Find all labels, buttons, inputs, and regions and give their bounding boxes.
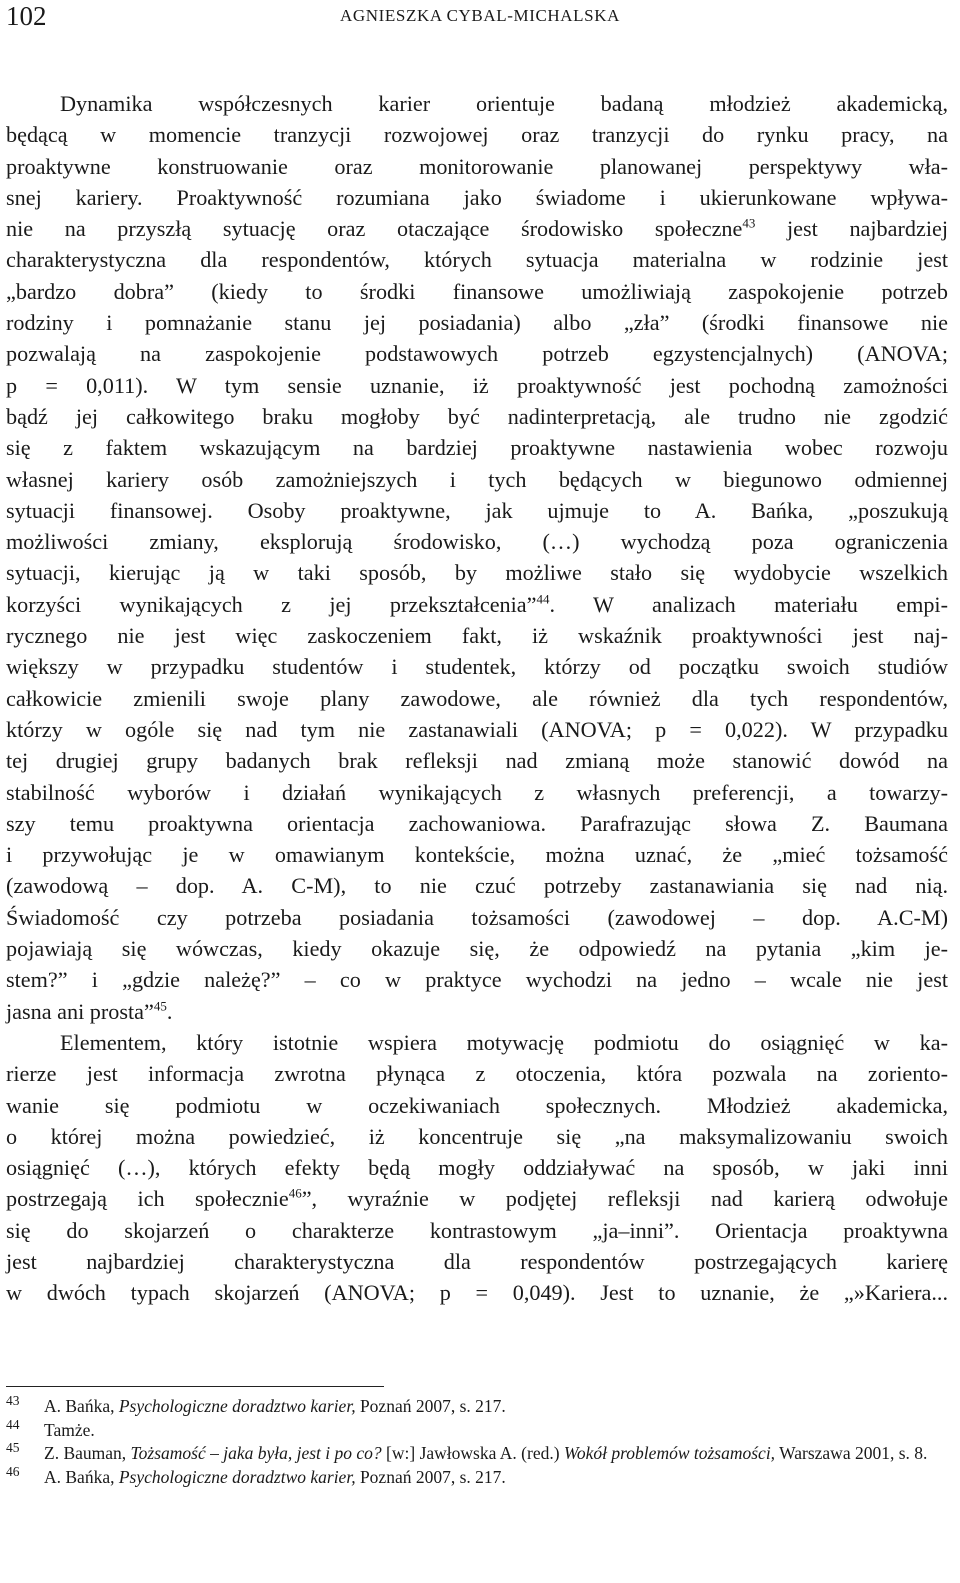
text-line	[6, 213, 948, 244]
footnote-text: Tamże.	[44, 1419, 95, 1440]
text-line: proaktywne konstruowanie oraz monitorowanie planowanej perspektywy wła-	[6, 153, 948, 179]
text-line: stabilność wyborów i działań wynikających z własnych preferencji, a towarzy-	[6, 779, 948, 805]
footnote-text: Poznań 2007, s. 217.	[355, 1396, 506, 1416]
footnote-45	[6, 1442, 948, 1466]
footnote-ref-45[interactable]: 45	[153, 998, 167, 1014]
page-header	[6, 0, 954, 34]
text-line	[6, 996, 948, 1027]
paragraph-1	[6, 88, 948, 1027]
text-line: stem?” i „gdzie należę?” – co w praktyce wychodzi na jedno – wcale nie jest	[6, 967, 948, 993]
text-line	[6, 1183, 948, 1214]
text-line: całkowicie zmienili swoje plany zawodowe, ale również dla tych respondentów,	[6, 685, 948, 711]
text-line: sytuacji, kierując ją w taki sposób, by możliwe stało się wydobycie wszelkich	[6, 560, 948, 586]
text-line: pojawiają się wówczas, kiedy okazuje się, że odpowiedź na pytania „kim je-	[6, 936, 948, 962]
footnote-ref-43[interactable]: 43	[742, 215, 756, 231]
text-line: i przywołując je w omawianym kontekście, można uznać, że „mieć tożsamość	[6, 842, 948, 868]
footnotes	[6, 1395, 948, 1489]
footnote-number: 44	[6, 1416, 20, 1432]
text-fragment: .	[166, 998, 173, 1024]
body-text	[6, 88, 948, 1309]
footnote-text: [w:] Jawłowska A. (red.)	[381, 1443, 564, 1464]
footnote-text: Poznań 2007, s. 217.	[355, 1466, 506, 1487]
text-line: (zawodową – dop. A. C-M), to nie czuć potrzeby zastanawiania się nad nią.	[6, 873, 948, 899]
footnote-text: A. Bańka,	[44, 1466, 119, 1487]
footnote-ref-46[interactable]: 46	[288, 1186, 302, 1201]
text-line: jest najbardziej charakterystyczna dla respondentów postrzegających karierę	[6, 1248, 948, 1274]
text-fragment: ”, wyraźnie w podjętej refleksji nad karierą odwołuje	[301, 1186, 948, 1212]
text-line: Dynamika współczesnych karier orientuje badaną młodzież akademicką,	[60, 91, 948, 116]
text-line: p = 0,011). W tym sensie uznanie, iż proaktywność jest pochodną zamożności	[6, 372, 948, 398]
footnote-separator	[6, 1386, 384, 1387]
text-line: „bardzo dobra” (kiedy to środki finansowe umożliwiają zaspokojenie potrzeb	[6, 278, 948, 304]
footnote-title: Psychologiczne doradztwo karier,	[118, 1396, 356, 1416]
text-line: własnej kariery osób zamożniejszych i tych będących w biegunowo odmiennej	[6, 466, 948, 492]
footnote-text: A. Bańka,	[44, 1396, 119, 1416]
footnote-44	[6, 1416, 948, 1443]
text-line: będącą w momencie tranzycji rozwojowej oraz tranzycji do rynku pracy, na	[6, 122, 948, 148]
paragraph-2	[6, 1027, 948, 1309]
text-line	[6, 589, 948, 620]
text-line: szy temu proaktywna orientacja zachowaniowa. Parafrazując słowa Z. Baumana	[6, 810, 948, 836]
footnote-text: Z. Bauman,	[44, 1443, 131, 1464]
text-fragment: nie na przyszłą sytuację oraz otaczające środowisko społeczne	[6, 216, 743, 242]
footnote-text: Warszawa 2001, s. 8.	[775, 1443, 928, 1464]
text-line: się z faktem wskazującym na bardziej proaktywne nastawienia wobec rozwoju	[6, 435, 948, 461]
footnote-title: Psychologiczne doradztwo karier,	[118, 1466, 356, 1487]
text-fragment: jasna ani prosta”	[6, 998, 154, 1024]
text-fragment: postrzegają ich społecznie	[6, 1186, 289, 1212]
text-line: rierze jest informacja zwrotna płynąca z otoczenia, która pozwala na zoriento-	[6, 1061, 948, 1087]
footnote-number: 46	[6, 1463, 20, 1479]
text-line: możliwości zmiany, eksplorują środowisko, (…) wychodzą poza ograniczenia	[6, 529, 948, 555]
footnote-title: Wokół problemów tożsamości,	[563, 1443, 776, 1464]
text-line: Elementem, który istotnie wspiera motywację podmiotu do osiągnięć w ka-	[60, 1029, 948, 1055]
text-line: rycznego nie jest więc zaskoczeniem fakt, iż wskaźnik proaktywności jest naj-	[6, 623, 948, 649]
footnote-number: 45	[6, 1440, 20, 1456]
text-line: o której można powiedzieć, iż koncentruje się „na maksymalizowaniu swoich	[6, 1123, 948, 1149]
text-line: rodziny i pomnażanie stanu jej posiadania) albo „zła” (środki finansowe nie	[6, 310, 948, 336]
text-line: w dwóch typach skojarzeń (ANOVA; p = 0,049). Jest to uznanie, że „»Kariera...	[6, 1280, 948, 1306]
footnote-ref-44[interactable]: 44	[536, 591, 550, 607]
text-line: większy w przypadku studentów i studentek, którzy od początku swoich studiów	[6, 654, 948, 680]
text-line: pozwalają na zaspokojenie podstawowych potrzeb egzystencjalnych) (ANOVA;	[6, 341, 948, 367]
text-line: osiągnięć (…), których efekty będą mogły oddziaływać na sposób, w jaki inni	[6, 1155, 948, 1181]
running-head: AGNIESZKA CYBAL-MICHALSKA	[340, 6, 620, 25]
text-line: wanie się podmiotu w oczekiwaniach społecznych. Młodzież akademicka,	[6, 1092, 948, 1118]
text-fragment: . W analizach materiału empi-	[549, 591, 948, 617]
text-line: tej drugiej grupy badanych brak refleksji nad zmianą może stanowić dowód na	[6, 748, 948, 774]
text-line: Świadomość czy potrzeba posiadania tożsamości (zawodowej – dop. A.C-M)	[6, 904, 948, 930]
text-line: sytuacji finansowej. Osoby proaktywne, jak ujmuje to A. Bańka, „poszukują	[6, 497, 948, 523]
footnote-number: 43	[6, 1393, 20, 1408]
text-fragment: jest najbardziej	[755, 216, 948, 242]
text-fragment: korzyści wynikających z jej przekształcenia”	[6, 591, 537, 617]
text-line: którzy w ogóle się nad tym nie zastanawiali (ANOVA; p = 0,022). W przypadku	[6, 716, 948, 742]
text-line: snej kariery. Proaktywność rozumiana jako świadome i ukierunkowane wpływa-	[6, 184, 948, 210]
page-number: 102	[6, 1, 47, 31]
text-line: się do skojarzeń o charakterze kontrastowym „ja–inni”. Orientacja proaktywna	[6, 1217, 948, 1243]
footnote-title: Tożsamość – jaka była, jest i po co?	[130, 1443, 382, 1464]
footnote-43	[6, 1395, 948, 1419]
text-line: charakterystyczna dla respondentów, których sytuacja materialna w rodzinie jest	[6, 247, 948, 273]
footnote-46	[6, 1463, 948, 1490]
text-line: bądź jej całkowitego braku mogłoby być nadinterpretacją, ale trudno nie zgodzić	[6, 403, 948, 429]
